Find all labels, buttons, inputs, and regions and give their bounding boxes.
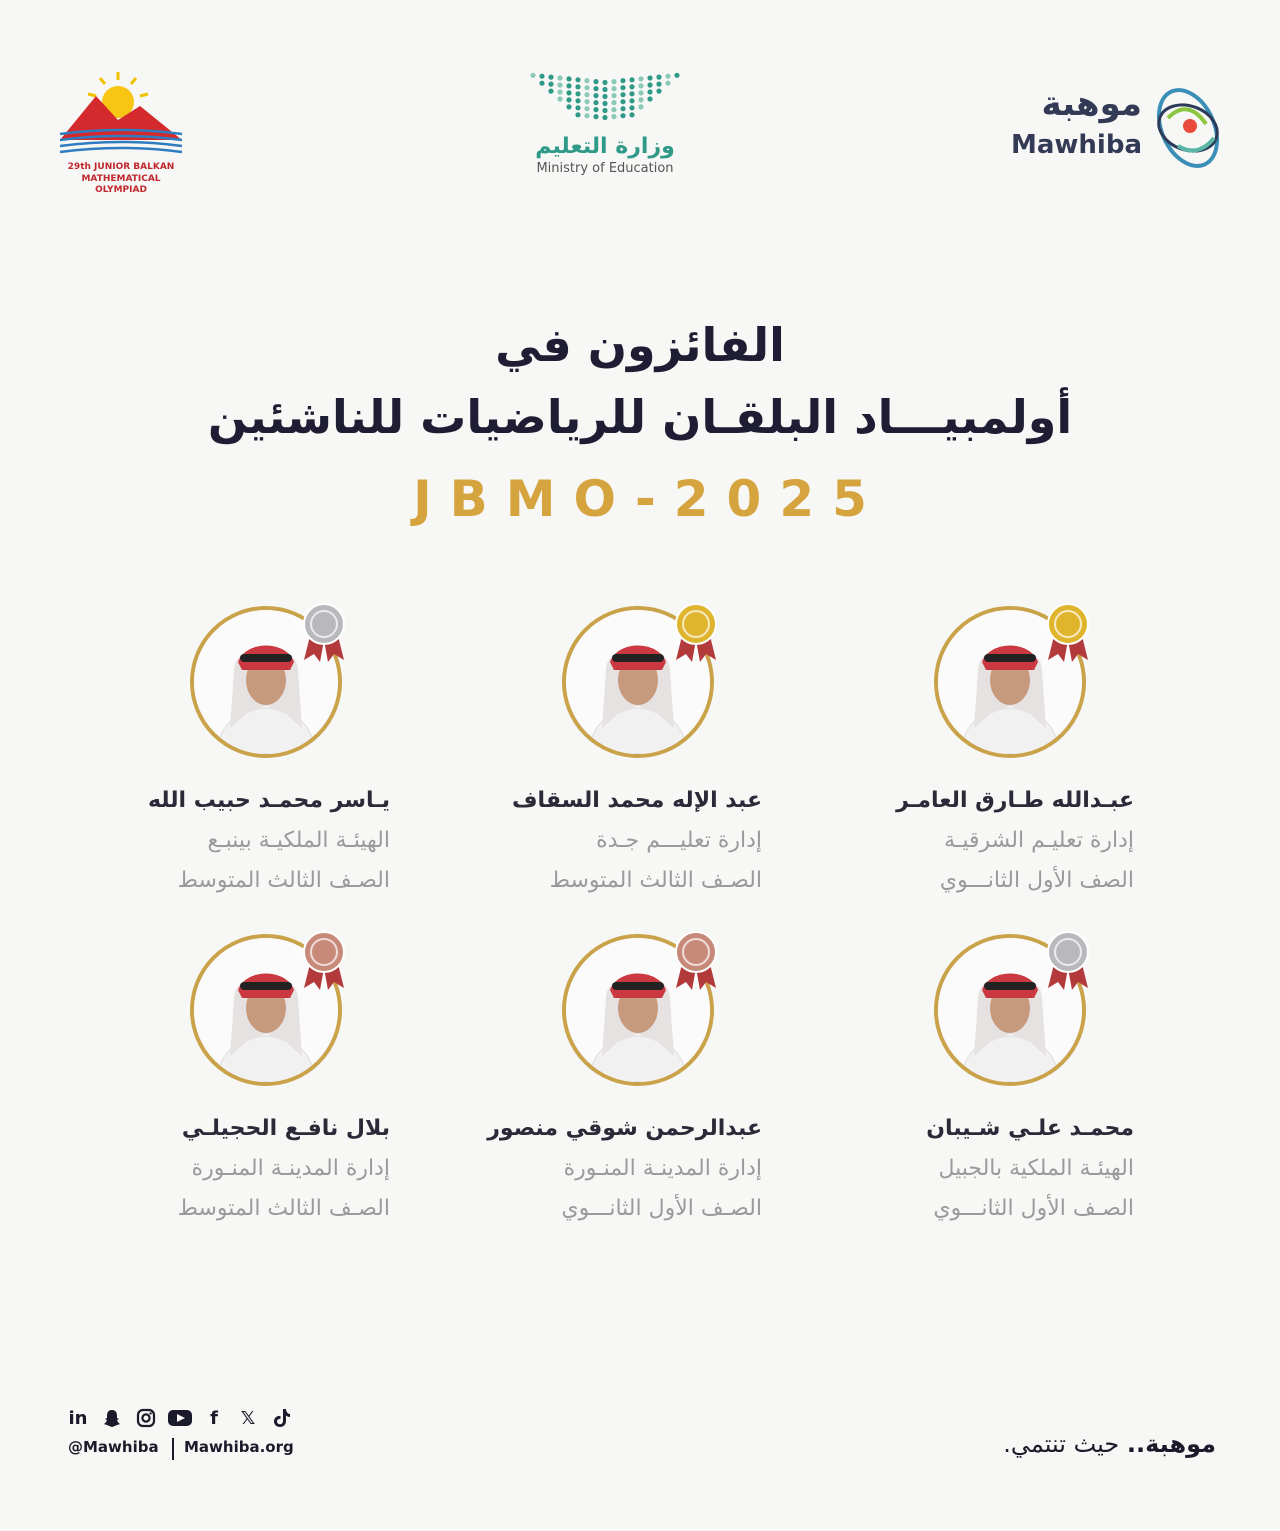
social-links — [66, 1404, 306, 1432]
winner-card — [506, 606, 766, 916]
snapchat-icon[interactable] — [100, 1406, 124, 1430]
winner-grade: الصـف الأول الثانـــوي — [561, 1196, 762, 1221]
bronze-medal-icon — [300, 930, 348, 992]
mawhiba-orbit-icon — [1148, 78, 1228, 174]
winner-grade: الصـف الأول الثانـــوي — [933, 1196, 1134, 1221]
website-link[interactable]: Mawhiba.org — [184, 1438, 294, 1456]
winner-organization: إدارة المدينـة المنـورة — [191, 1156, 390, 1181]
title-line-1: الفائزون في — [495, 318, 785, 372]
youtube-icon[interactable] — [168, 1406, 192, 1430]
facebook-icon[interactable]: f — [210, 1407, 218, 1429]
winner-organization: إدارة المدينـة المنـورة — [563, 1156, 762, 1181]
winner-card — [878, 934, 1138, 1244]
tagline-brand: موهبة.. — [1126, 1430, 1216, 1458]
silver-medal-icon — [1044, 930, 1092, 992]
tiktok-icon[interactable] — [270, 1406, 294, 1430]
winner-grade: الصف الأول الثانـــوي — [939, 868, 1134, 893]
gold-medal-icon — [672, 602, 720, 664]
mawhiba-logo — [1010, 78, 1228, 178]
winner-name: عبد الإله محمد السقاف — [512, 788, 762, 813]
moe-arabic-name: وزارة التعليم — [535, 134, 675, 159]
winner-name: يـاسر محمـد حبيب الله — [147, 788, 390, 813]
winner-name: عبـدالله طـارق العامـر — [896, 788, 1134, 813]
winner-organization: الهيئـة الملكية بالجبيل — [938, 1156, 1134, 1181]
title-line-2: أولمبيـــاد البلقـان للرياضيات للناشئين — [207, 390, 1073, 444]
jbmo-caption-line1: 29th JUNIOR BALKAN — [67, 162, 175, 172]
instagram-icon[interactable] — [134, 1406, 158, 1430]
winner-card — [134, 934, 394, 1244]
moe-english-name: Ministry of Education — [536, 161, 674, 176]
winner-card — [134, 606, 394, 916]
moe-dots-icon — [530, 68, 680, 124]
jbmo-logo — [56, 68, 186, 195]
linkedin-icon[interactable]: in — [68, 1407, 88, 1429]
gold-medal-icon — [1044, 602, 1092, 664]
winner-grade: الصـف الثالث المتوسط — [549, 868, 762, 893]
winner-card — [487, 934, 766, 1244]
x-icon[interactable]: 𝕏 — [240, 1407, 256, 1429]
winner-organization: الهيئـة الملكيـة بينبـع — [207, 828, 390, 853]
winner-name: عبدالرحمن شوقي منصور — [487, 1116, 762, 1141]
winner-grade: الصـف الثالث المتوسط — [177, 1196, 390, 1221]
event-code-title: JBMO-2025 — [413, 470, 885, 528]
winner-organization: إدارة تعليـم الشرقيـة — [944, 828, 1134, 853]
mawhiba-arabic-name: موهبة — [1041, 84, 1142, 124]
winner-name: محمـد علـي شـيبان — [926, 1116, 1134, 1141]
bronze-medal-icon — [672, 930, 720, 992]
footer-divider — [172, 1438, 174, 1460]
jbmo-mountain-sun-icon — [56, 68, 186, 158]
winner-name: بلال نافـع الحجيلـي — [181, 1116, 390, 1141]
winner-grade: الصـف الثالث المتوسط — [177, 868, 390, 893]
winner-organization: إدارة تعليـــم جـدة — [596, 828, 762, 853]
tagline-text: حيث تنتمي. — [1003, 1430, 1120, 1458]
jbmo-caption-line2: MATHEMATICAL OLYMPIAD — [81, 174, 161, 195]
tagline — [1003, 1430, 1216, 1458]
winner-card — [878, 606, 1138, 916]
silver-medal-icon — [300, 602, 348, 664]
social-handle[interactable]: @Mawhiba — [68, 1438, 159, 1456]
ministry-of-education-logo — [520, 68, 690, 188]
mawhiba-english-name: Mawhiba — [1010, 130, 1142, 160]
